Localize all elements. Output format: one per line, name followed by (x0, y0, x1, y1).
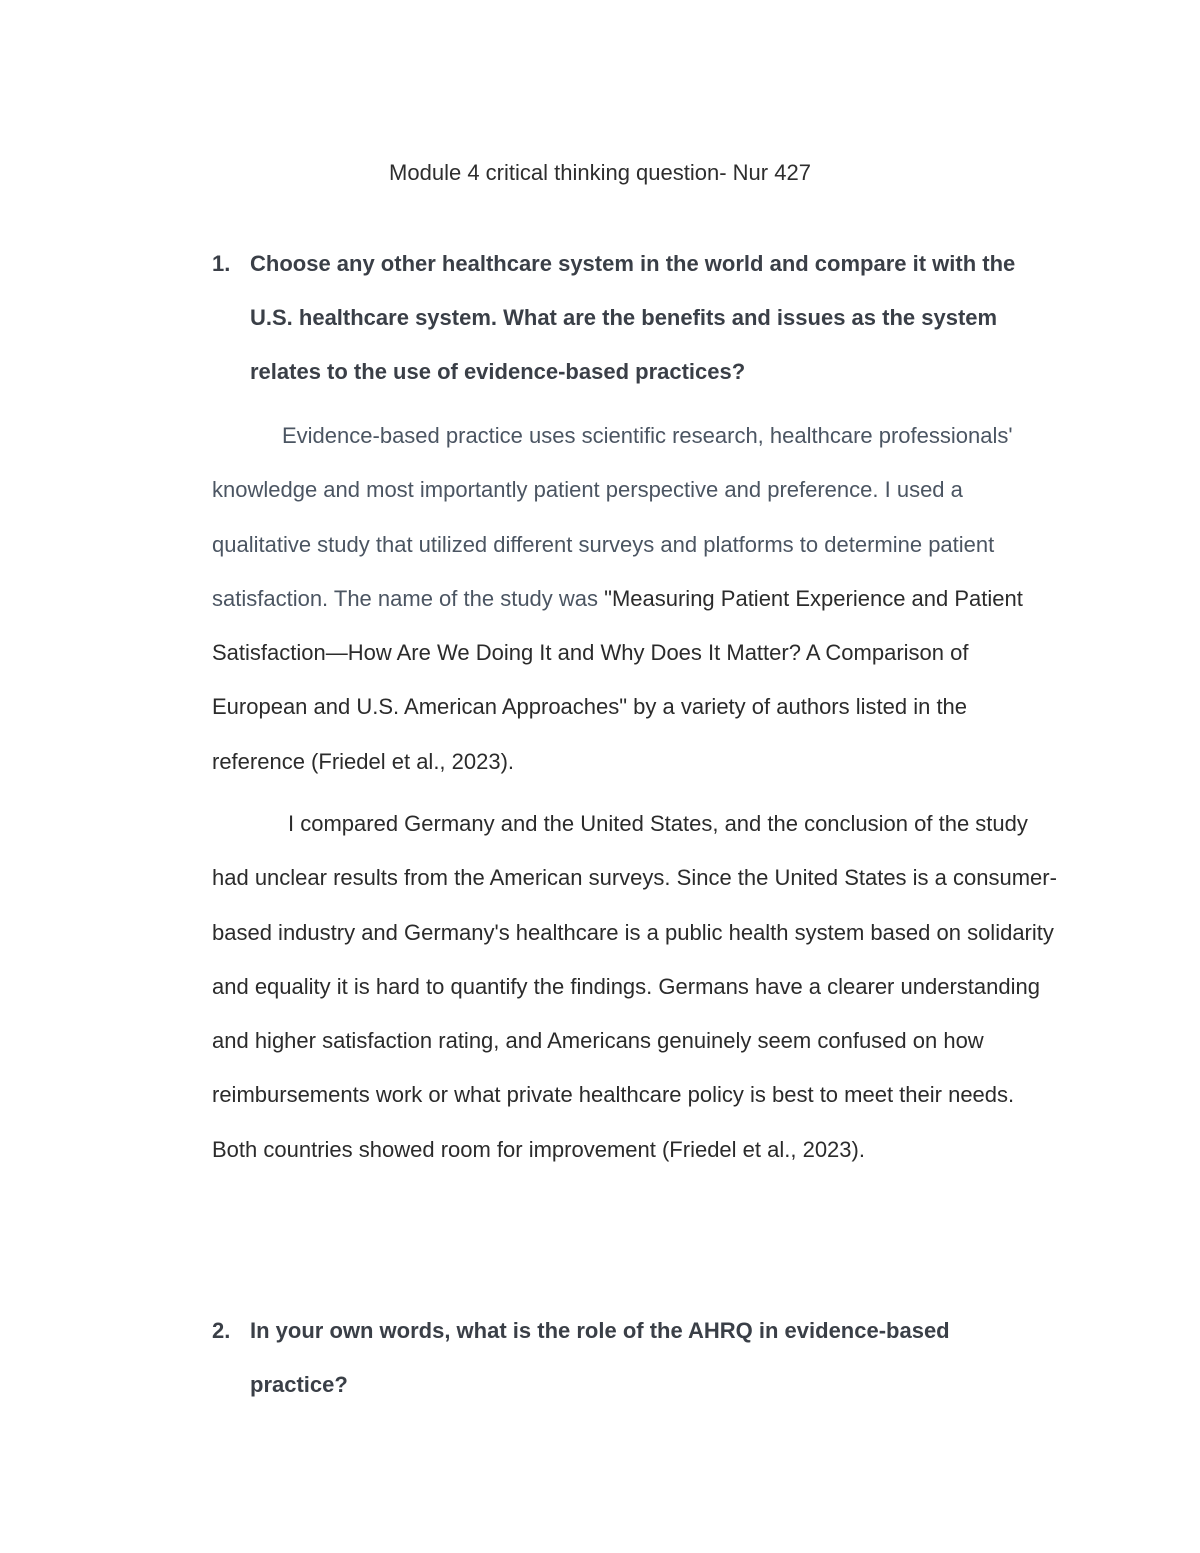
question-2-text: In your own words, what is the role of the AHRQ in evidence-based practice? (250, 1318, 950, 1397)
answer-paragraph-1-rest: "Measuring Patient Experience and Patient Satisfaction—How Are We Doing It and Why Does It Matter? A Comparison of European and U.S. American Approaches" by a variety of authors listed in the reference (Friedel et al., 2023). (212, 585, 1023, 774)
question-1-text: Choose any other healthcare system in the world and compare it with the U.S. healthcare system. What are the benefits and issues as the system relates to the use of evidence-based practices? (250, 251, 1016, 384)
question-2 (212, 1304, 1052, 1412)
answer-paragraph-1-lead: Evidence-based practice uses scientific research, healthcare professionals' knowledge and most importantly patient perspective and preference. I used a qualitative study that utilized different surveys and platforms to determine patient satisfaction. The name of the study was (212, 423, 1013, 611)
answer-paragraph-2: I compared Germany and the United States, and the conclusion of the study had unclear results from the American surveys. Since the United States is a consumer-based industry and Germany's healthcare is a public health system based on solidarity and equality it is hard to quantify the findings. Germans have a clearer understanding and higher satisfaction rating, and Americans genuinely seem confused on how reimbursements work or what private healthcare policy is best to meet their needs. Both countries showed room for improvement (Friedel et al., 2023). (212, 811, 1057, 1162)
question-2-number: 2. (212, 1318, 231, 1343)
answer-paragraph-1 (212, 409, 1062, 789)
question-1 (212, 237, 1052, 399)
document-title: Module 4 critical thinking question- Nur 427 (389, 160, 811, 185)
question-1-number: 1. (212, 251, 231, 276)
